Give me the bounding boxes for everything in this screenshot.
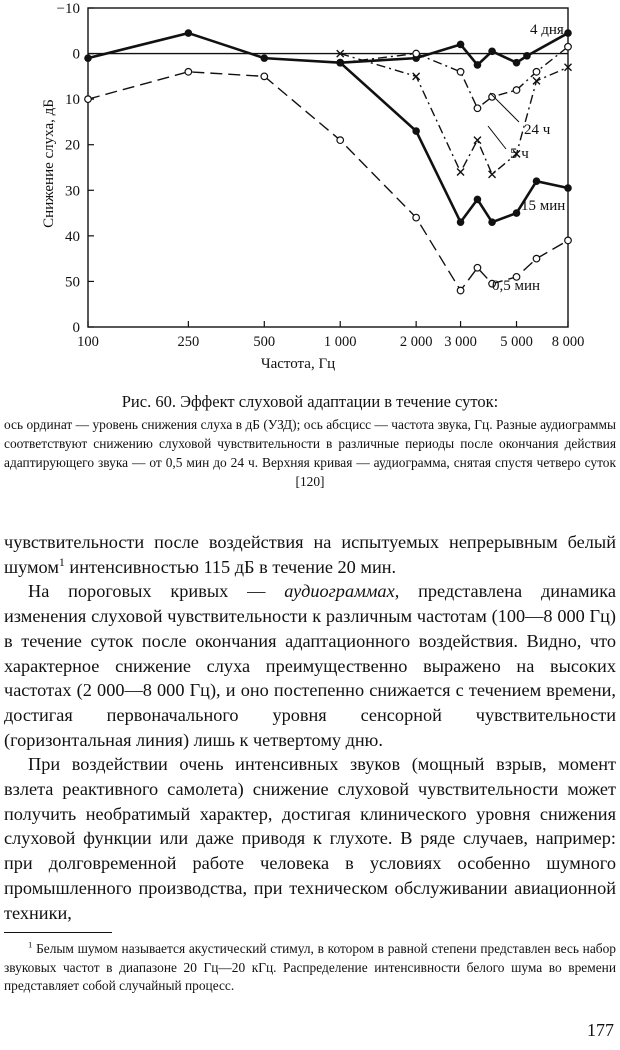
data-point [185,69,192,76]
series-label: 5 ч [510,146,529,162]
series-line [88,33,568,65]
page-number: 177 [587,1020,614,1040]
y-tick-label: 30 [65,183,80,200]
data-point [533,69,540,76]
paragraph-1: чувствительности после воздействия на испытуемых непрерывным белый шумом$^1$ интенсивностью 115 дБ в течение 20 мин. [4,532,616,577]
data-point [474,105,481,112]
y-tick-label: −10 [56,1,80,17]
data-point [488,218,496,226]
y-tick-label: 40 [65,228,80,245]
data-point [457,218,465,226]
series-label: 0,5 мин [492,278,541,294]
x-tick-label: 1 000 [323,334,357,350]
data-point [413,73,420,80]
data-point [413,214,420,221]
leader-line [490,93,519,122]
y-axis-label: Снижение слуха, дБ [41,99,57,228]
data-point [564,184,572,192]
data-point [85,96,92,103]
data-point [513,59,521,67]
data-point [336,59,344,67]
data-point [412,127,420,135]
data-point [565,43,572,50]
footnote-divider [4,932,112,933]
footnote: $^1$ Белым шумом называется акустический стимул, в котором в равной степени представлен весь набор звуковых частот в диапазоне 20 Гц—20 кГц. Распределение интенсивности белого шума во времени представляет собой случайный процесс. [4,939,616,993]
series-label: 4 дня [530,22,564,38]
y-tick-label: 50 [65,274,80,291]
y-tick-label: 10 [65,92,80,109]
data-point [261,73,268,80]
data-point [474,264,481,271]
data-point [489,171,496,178]
series-label: 24 ч [524,122,551,138]
x-tick-label: 250 [177,334,200,350]
data-point [457,287,464,294]
data-point [337,137,344,144]
leader-line [488,126,506,149]
data-point [513,209,521,217]
data-point [457,169,464,176]
x-tick-label: 500 [253,334,276,350]
footnote-ref: 1 [58,554,65,569]
y-tick-label: 20 [65,137,80,154]
data-point [533,177,541,185]
y-tick-label: 0 [72,320,80,336]
data-point [457,69,464,76]
data-point [185,29,193,37]
data-point [513,87,520,94]
data-point [533,255,540,262]
data-point [84,54,92,62]
paragraph-3: При воздействии очень интенсивных звуков (мощный взрыв, момент взлета реактивного самолета) снижение слуховой чувствительности может получить необратимый характер, достигая клинического уровня снижения слуховой функции или даже приводя к глухоте. В ряде случаев, например: при долговременной работе человека в условиях особенно шумного промышленного производства, при техническом обслуживании авиационной техники, [4,754,616,923]
data-point [474,196,482,204]
data-point [564,29,572,37]
x-axis-label: Частота, Гц [260,356,336,372]
paragraph-2: На пороговых кривых — аудиограммах, представлена динамика изменения слуховой чувствительности к различным частотам (100—8 000 Гц) в течение суток после окончания адаптационного воздействия. Видно, что характерное снижение слуха преимущественно выражено на высоких частотах (2 000—8 000 Гц), и оно постепенно снижается с течением времени, достигая первоначального уровня сенсорной чувствительности (горизонтальная линия) лишь к четвертому дню. [4,581,617,750]
data-point [413,50,420,57]
term-audiograms: аудиограммах [284,581,395,602]
series-label: 15 мин [521,198,566,214]
data-point [260,54,268,62]
x-tick-label: 2 000 [399,334,433,350]
series-line [88,72,568,291]
x-tick-label: 5 000 [500,334,533,350]
data-point [488,47,496,55]
x-tick-label: 8 000 [551,334,585,350]
x-tick-label: 3 000 [444,334,477,350]
data-point [523,52,531,60]
figure-caption-title: Рис. 60. Эффект слуховой адаптации в течение суток: [121,392,499,411]
x-tick-label: 100 [77,334,99,350]
audiogram-chart [0,0,620,380]
y-tick-label: 0 [72,46,80,63]
main-text [4,530,616,925]
data-point [457,41,465,49]
figure-caption-body: ось ординат — уровень снижения слуха в дБ (УЗД); ось абсцисс — частота звука, Гц. Разные аудиограммы соответствуют снижению слуховой чувствительности в различные периоды после окончания действия адаптирующего звука — от 0,5 мин до 24 ч. Верхняя кривая — аудиограмма, снятая спустя четверо суток [120] [4,417,616,489]
data-point [474,61,482,69]
data-point [565,237,572,244]
data-point [474,137,481,144]
